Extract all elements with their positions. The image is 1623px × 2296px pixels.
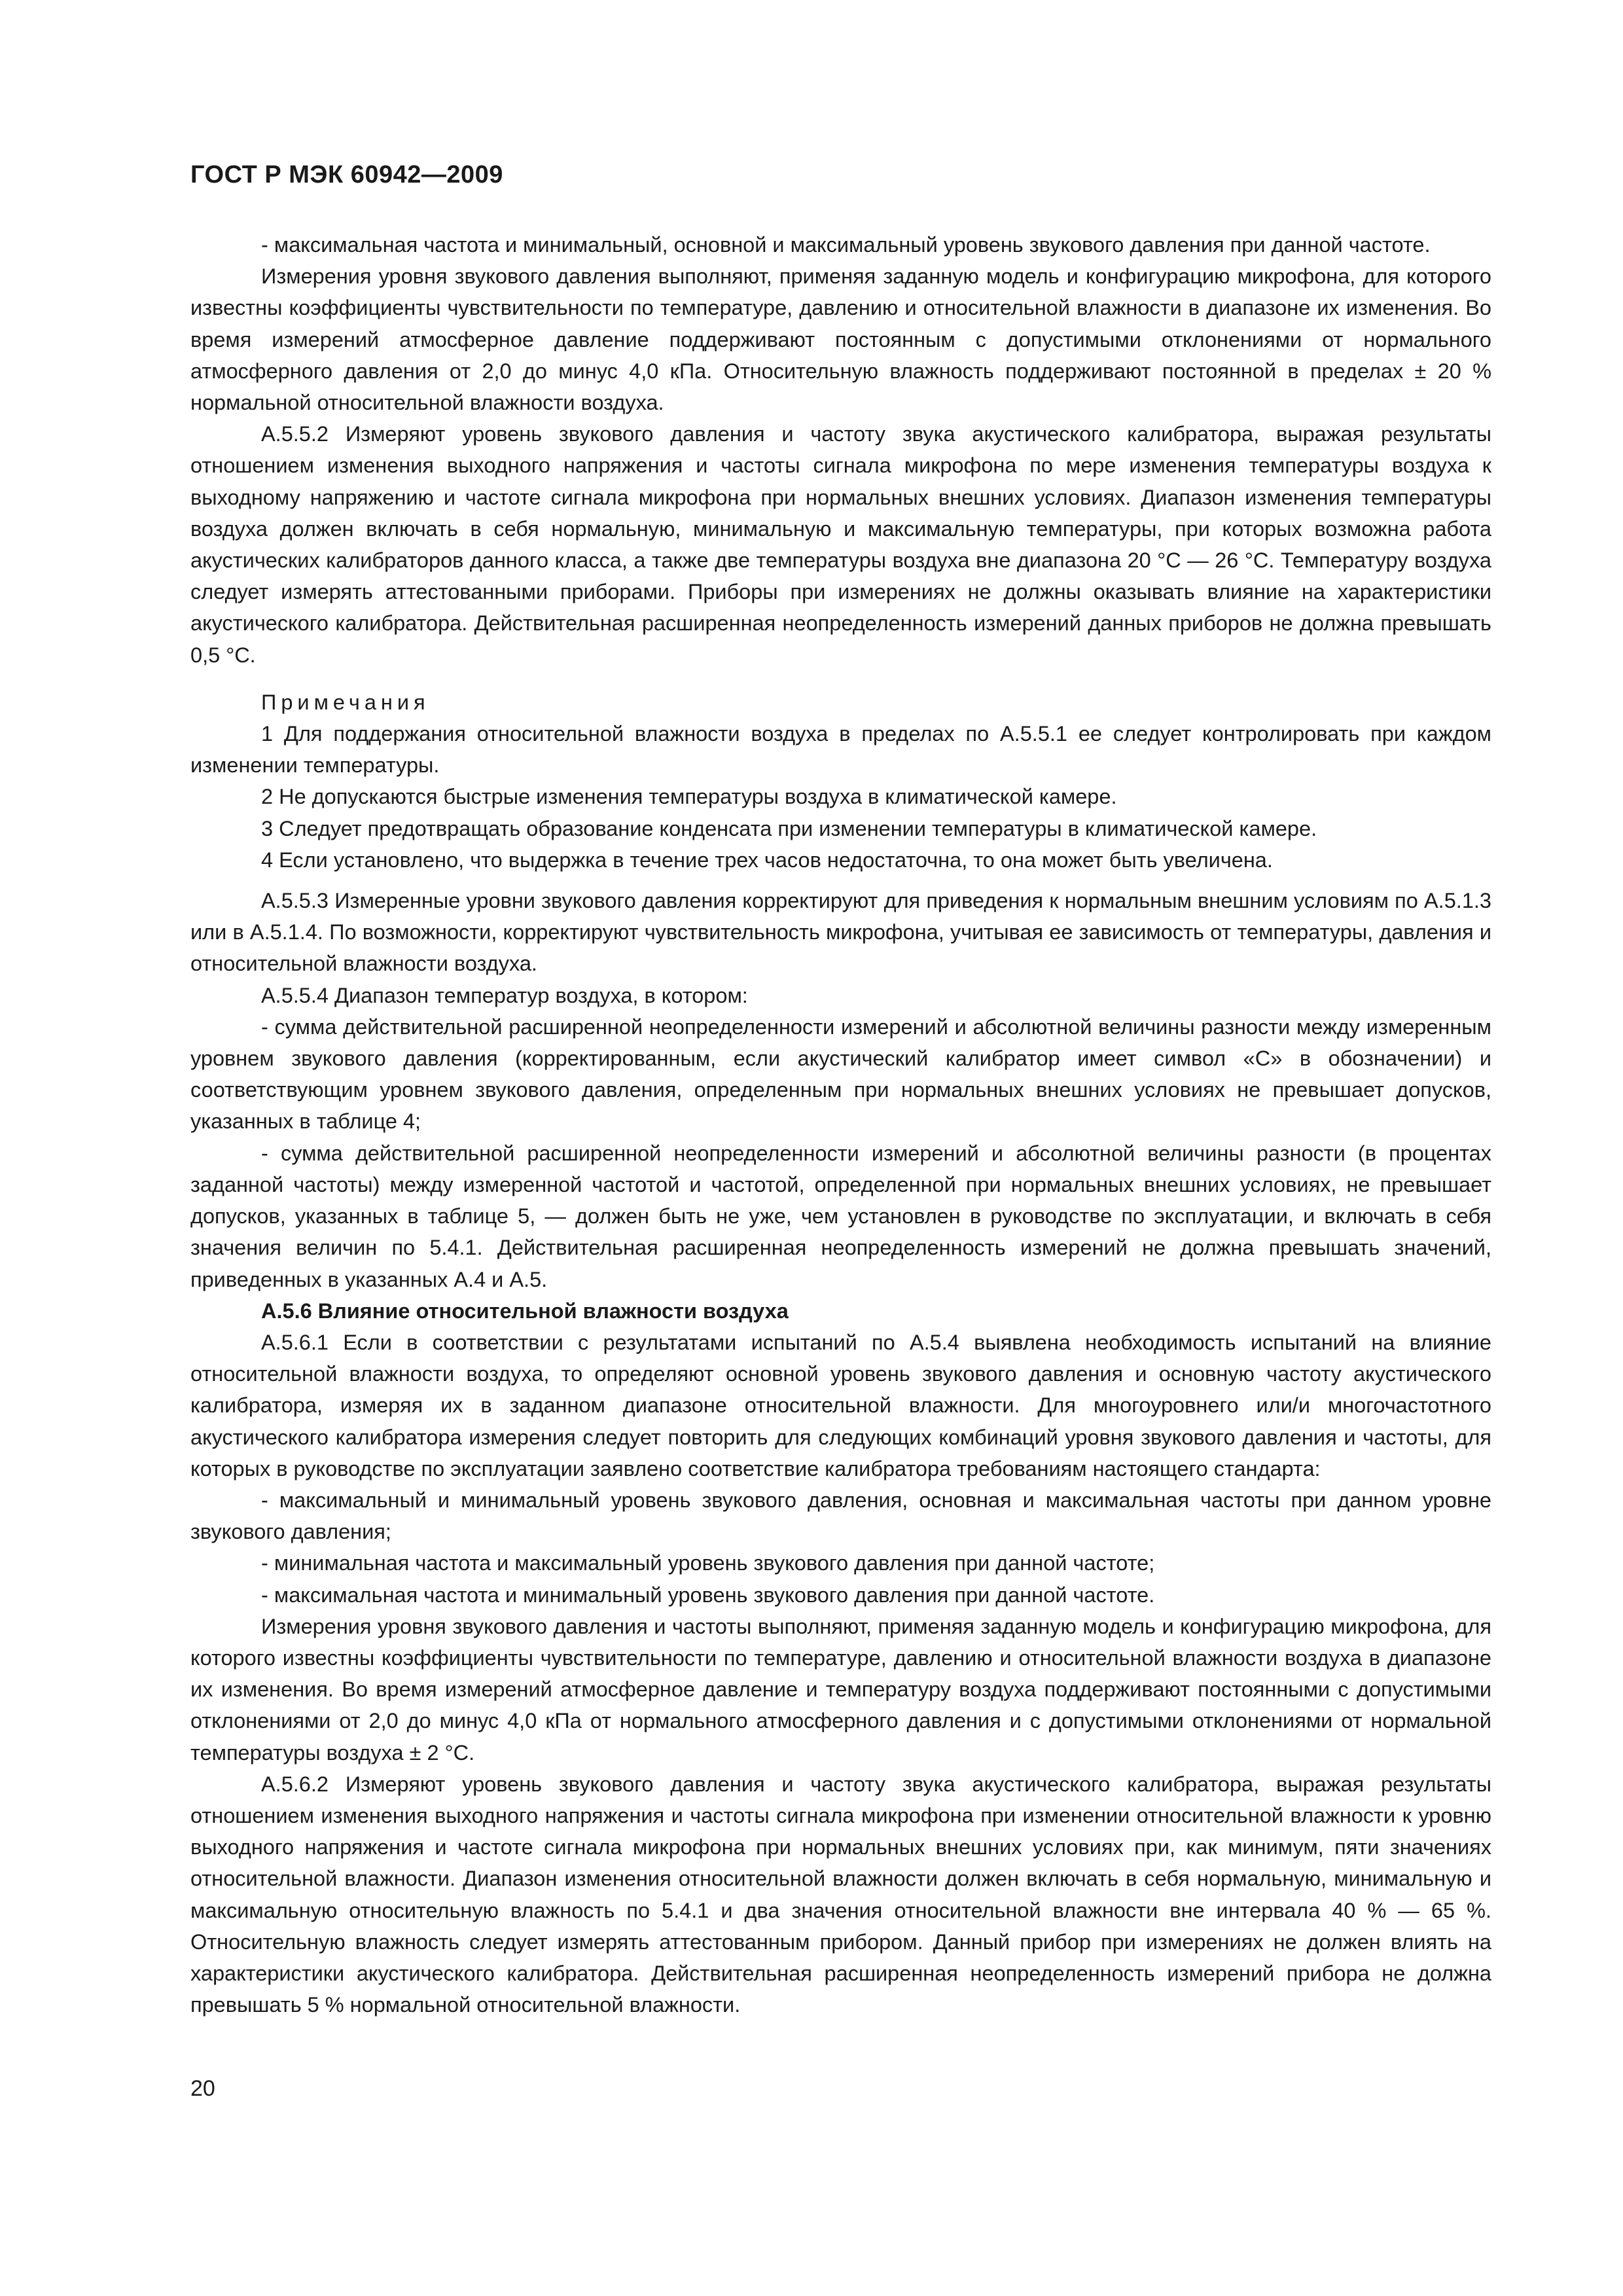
paragraph-list-item: - сумма действительной расширенной неопределенности измерений и абсолютной величины разности (в процентах заданной частоты) между измеренной частотой и частотой, определенной при нормальных внешних условиях, не превышает допусков, указанных в таблице 5, — должен быть не уже, чем установлен в руководстве по эксплуатации, и включать в себя значения величин по 5.4.1. Действительная расширенная неопределенность измерений не должна превышать значений, приведенных в указанных А.4 и А.5.: [190, 1141, 1491, 1291]
paragraph-list-item: - минимальная частота и максимальный уровень звукового давления при данной частоте;: [261, 1551, 1155, 1575]
paragraph: Измерения уровня звукового давления выполняют, применяя заданную модель и конфигурацию микрофона, для которого известны коэффициенты чувствительности по температуре, давлению и относительной влажности в диапазоне их изменения. Во время измерений атмосферное давление поддерживают постоянным с допустимыми отклонениями от нормального атмосферного давления от 2,0 до минус 4,0 кПа. Относительную влажность поддерживают постоянной в пределах ± 20 % нормальной относительной влажности воздуха.: [190, 264, 1491, 415]
paragraph-list-item: - сумма действительной расширенной неопределенности измерений и абсолютной величины разности между измеренным уровнем звукового давления (корректированным, если акустический калибратор имеет символ «С» в обозначении) и соответствующим уровнем звукового давления, определенным при нормальных внешних условиях не превышает допусков, указанных в таблице 4;: [190, 1014, 1491, 1134]
paragraph-clause: А.5.6.2 Измеряют уровень звукового давления и частоту звука акустического калибратора, выражая результаты отношением изменения выходного напряжения и частоты сигнала микрофона при изменении относительной влажности к уровню выходного напряжения и частоте сигнала микрофона при нормальных внешних условиях при, как минимум, пяти значениях относительной влажности. Диапазон изменения относительной влажности должен включать в себя нормальную, минимальную и максимальную относительную влажность по 5.4.1 и два значения относительной влажности вне интервала 40 % — 65 %. Относительную влажность следует измерять аттестованным прибором. Данный прибор при измерениях не должен влиять на характеристики акустического калибратора. Действительная расширенная неопределенность измерений прибора не должна превышать 5 % нормальной относительной влажности.: [190, 1772, 1491, 2017]
paragraph-clause: А.5.6.1 Если в соответствии с результатами испытаний по А.5.4 выявлена необходимость испытаний на влияние относительной влажности воздуха, то определяют основной уровень звукового давления и основную частоту акустического калибратора, измеряя их в заданном диапазоне относительной влажности. Для многоуровнего или/и многочастотного акустического калибратора измерения следует повторить для следующих комбинаций уровня звукового давления и частоты, для которых в руководстве по эксплуатации заявлено соответствие калибратора требованиям настоящего стандарта:: [190, 1330, 1491, 1480]
paragraph-list-item: - максимальный и минимальный уровень звукового давления, основная и максимальная частоты при данном уровне звукового давления;: [190, 1488, 1491, 1544]
section-heading: А.5.6 Влияние относительной влажности воздуха: [261, 1299, 789, 1323]
note-item: 4 Если установлено, что выдержка в течение трех часов недостаточна, то она может быть увеличена.: [261, 848, 1273, 872]
note-item: 1 Для поддержания относительной влажности воздуха в пределах по А.5.5.1 ее следует контролировать при каждом изменении температуры.: [190, 722, 1491, 778]
paragraph-clause: А.5.5.3 Измеренные уровни звукового давления корректируют для приведения к нормальным внешним условиям по А.5.1.3 или в А.5.1.4. По возможности, корректируют чувствительность микрофона, учитывая ее зависимость от температуры, давления и относительной влажности воздуха.: [190, 889, 1491, 976]
paragraph-list-item: - максимальная частота и минимальный уровень звукового давления при данной частоте.: [261, 1583, 1155, 1607]
paragraph: Измерения уровня звукового давления и частоты выполняют, применяя заданную модель и конфигурацию микрофона, для которого известны коэффициенты чувствительности по температуре, давлению и относительной влажности воздуха в диапазоне их изменения. Во время измерений атмосферное давление и температуру воздуха поддерживают постоянными с допустимыми отклонениями от 2,0 до минус 4,0 кПа от нормального атмосферного давления и с допустимыми отклонениями от нормальной температуры воздуха ± 2 °С.: [190, 1614, 1491, 1765]
document-header: ГОСТ Р МЭК 60942—2009: [190, 161, 503, 188]
paragraph-clause: А.5.5.2 Измеряют уровень звукового давления и частоту звука акустического калибратора, выражая результаты отношением изменения выходного напряжения и частоты сигнала микрофона по мере изменения температуры воздуха к выходному напряжению и частоте сигнала микрофона при нормальных внешних условиях. Диапазон изменения температуры воздуха должен включать в себя нормальную, минимальную и максимальную температуры, при которых возможна работа акустических калибраторов данного класса, а также две температуры воздуха вне диапазона 20 °С — 26 °С. Температуру воздуха следует измерять аттестованными приборами. Приборы при измерениях не должны оказывать влияние на характеристики акустического калибратора. Действительная расширенная неопределенность измерений данных приборов не должна превышать 0,5 °С.: [190, 422, 1491, 667]
notes-heading: Примечания: [261, 690, 430, 714]
paragraph-list-item: - максимальная частота и минимальный, основной и максимальный уровень звукового давления при данной частоте.: [261, 233, 1431, 257]
paragraph-clause: А.5.5.4 Диапазон температур воздуха, в котором:: [261, 983, 748, 1007]
note-item: 3 Следует предотвращать образование конденсата при изменении температуры в климатической камере.: [261, 816, 1317, 840]
note-item: 2 Не допускаются быстрые изменения температуры воздуха в климатической камере.: [261, 785, 1117, 809]
document-body: [190, 229, 1491, 2020]
page-number: 20: [190, 2076, 215, 2101]
